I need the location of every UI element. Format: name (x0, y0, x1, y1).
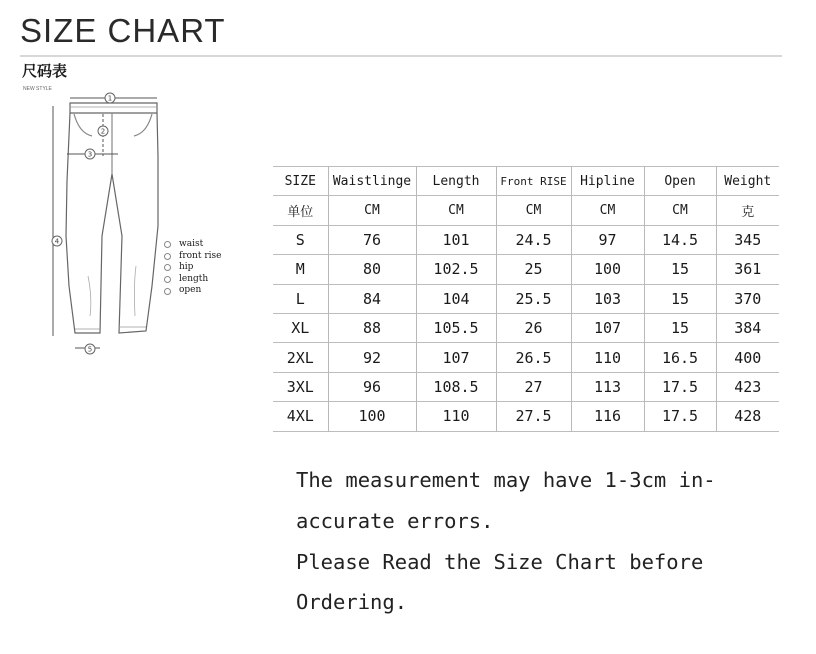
table-row (273, 284, 779, 313)
bullet-icon (164, 253, 171, 260)
table-cell: CM (496, 196, 571, 225)
marker-1: 1 (107, 94, 113, 103)
page-title: SIZE CHART (20, 12, 226, 49)
table-cell: 76 (328, 225, 416, 254)
legend-item (164, 285, 221, 297)
table-cell: 15 (644, 313, 716, 342)
table-cell: 84 (328, 284, 416, 313)
table-cell: 400 (734, 348, 762, 367)
bullet-icon (164, 264, 171, 271)
table-cell: 17.5 (644, 372, 716, 401)
table-cell: 104 (416, 284, 496, 313)
table-cell: 428 (734, 407, 762, 426)
table-cell: CM (644, 196, 716, 225)
table-cell: 116 (571, 402, 644, 431)
table-cell: 26 (496, 313, 571, 342)
marker-2: 2 (100, 127, 106, 136)
table-cell: CM (571, 196, 644, 225)
bullet-icon (164, 276, 171, 283)
table-cell: 15 (644, 255, 716, 284)
table-cell: 克 (741, 205, 755, 221)
column-header: Weight (724, 173, 772, 189)
column-header: Waistlinge (328, 167, 416, 196)
measurement-note (296, 460, 766, 623)
legend-item (164, 239, 221, 251)
table-row (273, 255, 779, 284)
table-cell: S (273, 225, 328, 254)
table-cell: 25 (496, 255, 571, 284)
table-cell: 4XL (273, 402, 328, 431)
table-cell: 423 (734, 377, 762, 396)
table-cell: 361 (734, 260, 762, 279)
column-header: Length (416, 167, 496, 196)
note-line: accurate errors. (296, 508, 494, 533)
table-row (273, 372, 779, 401)
table-cell: 102.5 (416, 255, 496, 284)
table-row (273, 225, 779, 254)
table-cell: 97 (571, 225, 644, 254)
table-cell: 24.5 (496, 225, 571, 254)
table-cell: XL (273, 313, 328, 342)
table-cell: 345 (734, 230, 762, 249)
table-cell: 107 (416, 343, 496, 372)
table-cell: 3XL (273, 372, 328, 401)
table-cell: 16.5 (644, 343, 716, 372)
page-subtitle: 尺码表 (22, 62, 68, 80)
bullet-icon (164, 288, 171, 295)
title-divider (20, 55, 782, 57)
marker-4: 4 (54, 237, 60, 246)
table-header-row (273, 167, 779, 196)
table-cell: 17.5 (644, 402, 716, 431)
table-cell: M (273, 255, 328, 284)
table-cell: 110 (416, 402, 496, 431)
table-cell: 单位 (273, 196, 328, 225)
table-cell: 25.5 (496, 284, 571, 313)
table-cell: 100 (571, 255, 644, 284)
table-cell: L (273, 284, 328, 313)
table-cell: 96 (328, 372, 416, 401)
legend-label: front rise (179, 250, 222, 261)
table-units-row (273, 196, 779, 225)
legend-label: hip (179, 262, 194, 273)
table-cell: 92 (328, 343, 416, 372)
legend-label: open (179, 285, 202, 296)
column-header: Front RISE (496, 167, 571, 196)
marker-5: 5 (87, 345, 93, 354)
table-cell: CM (328, 196, 416, 225)
table-cell: 26.5 (496, 343, 571, 372)
bullet-icon (164, 241, 171, 248)
legend-label: length (179, 273, 209, 284)
table-cell: 2XL (273, 343, 328, 372)
column-header: Open (644, 167, 716, 196)
table-cell: CM (416, 196, 496, 225)
marker-3: 3 (87, 150, 93, 159)
table-cell: 101 (416, 225, 496, 254)
table-cell: 103 (571, 284, 644, 313)
legend-item (164, 274, 221, 286)
style-tag: NEW STYLE (23, 86, 52, 92)
legend-item (164, 251, 221, 263)
table-row (273, 343, 779, 372)
table-cell: 108.5 (416, 372, 496, 401)
table-cell: 107 (571, 313, 644, 342)
table-cell: 15 (644, 284, 716, 313)
pants-diagram (40, 86, 175, 366)
table-row (273, 313, 779, 342)
table-row (273, 402, 779, 431)
column-header: SIZE (273, 167, 328, 196)
table-cell: 80 (328, 255, 416, 284)
table-cell: 27.5 (496, 402, 571, 431)
column-header: Hipline (571, 167, 644, 196)
note-line: Please Read the Size Chart before (296, 549, 704, 574)
table-cell: 27 (496, 372, 571, 401)
table-cell: 384 (734, 319, 762, 338)
note-line: The measurement may have 1-3cm in- (296, 468, 716, 492)
table-cell: 100 (328, 402, 416, 431)
size-table (273, 166, 779, 432)
table-cell: 110 (571, 343, 644, 372)
measurement-legend (164, 239, 221, 297)
table-cell: 88 (328, 313, 416, 342)
legend-item (164, 262, 221, 274)
table-cell: 14.5 (644, 225, 716, 254)
table-cell: 105.5 (416, 313, 496, 342)
table-cell: 370 (734, 289, 762, 308)
note-line: Ordering. (296, 590, 408, 615)
legend-label: waist (179, 239, 204, 249)
table-cell: 113 (571, 372, 644, 401)
